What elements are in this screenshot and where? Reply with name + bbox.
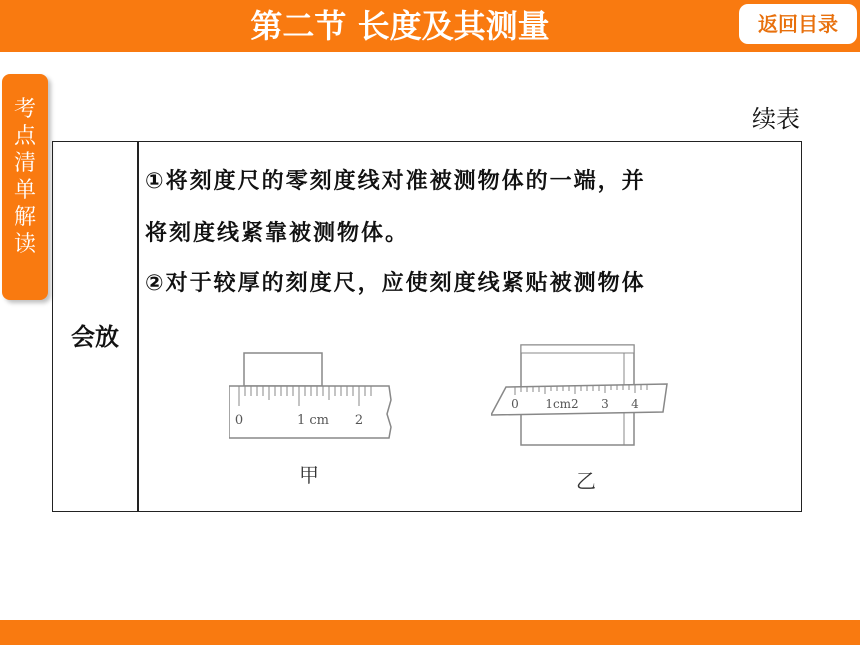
back-to-contents-button[interactable]: 返回目录 <box>739 4 857 44</box>
ruler-b-tick-label: 0 <box>511 397 519 411</box>
row-label: 会放 <box>71 323 119 351</box>
side-tab-key-points[interactable] <box>2 74 48 300</box>
column-divider <box>137 142 139 511</box>
ruler-b-tick-label: 3 <box>601 397 609 411</box>
measured-block-a <box>244 353 322 386</box>
ruler-a-outline <box>229 386 391 438</box>
side-tab-char: 考 <box>13 97 36 122</box>
ruler-a-tick-label: 0 <box>234 413 244 428</box>
page-title: 第二节 长度及其测量 <box>250 7 550 45</box>
side-tab-char: 解 <box>13 205 36 230</box>
ruler-a-tick-label: 1 cm <box>296 413 330 428</box>
footer-bar <box>0 620 860 645</box>
header-bar <box>0 0 860 52</box>
figure-caption-b: 乙 <box>576 469 596 493</box>
block-b-top-face <box>521 345 634 353</box>
ruler-a-tick-label: 2 <box>354 413 364 428</box>
instruction-line-3: ②对于较厚的刻度尺，应使刻度线紧贴被测物体 <box>145 271 646 296</box>
side-tab-char: 单 <box>13 178 36 203</box>
content-table <box>52 141 802 512</box>
instruction-line-2: 将刻度线紧靠被测物体。 <box>145 221 410 246</box>
figure-caption-a: 甲 <box>299 463 319 487</box>
side-tab-char: 清 <box>13 151 36 176</box>
continued-label: 续表 <box>752 105 800 133</box>
side-tab-char: 读 <box>13 232 36 257</box>
side-tab-char: 点 <box>13 124 36 149</box>
ruler-b-tick-label: 4 <box>631 397 639 411</box>
ruler-b-tick-label: 1cm2 <box>545 397 579 411</box>
instruction-line-1: ①将刻度尺的零刻度线对准被测物体的一端，并 <box>145 169 646 194</box>
